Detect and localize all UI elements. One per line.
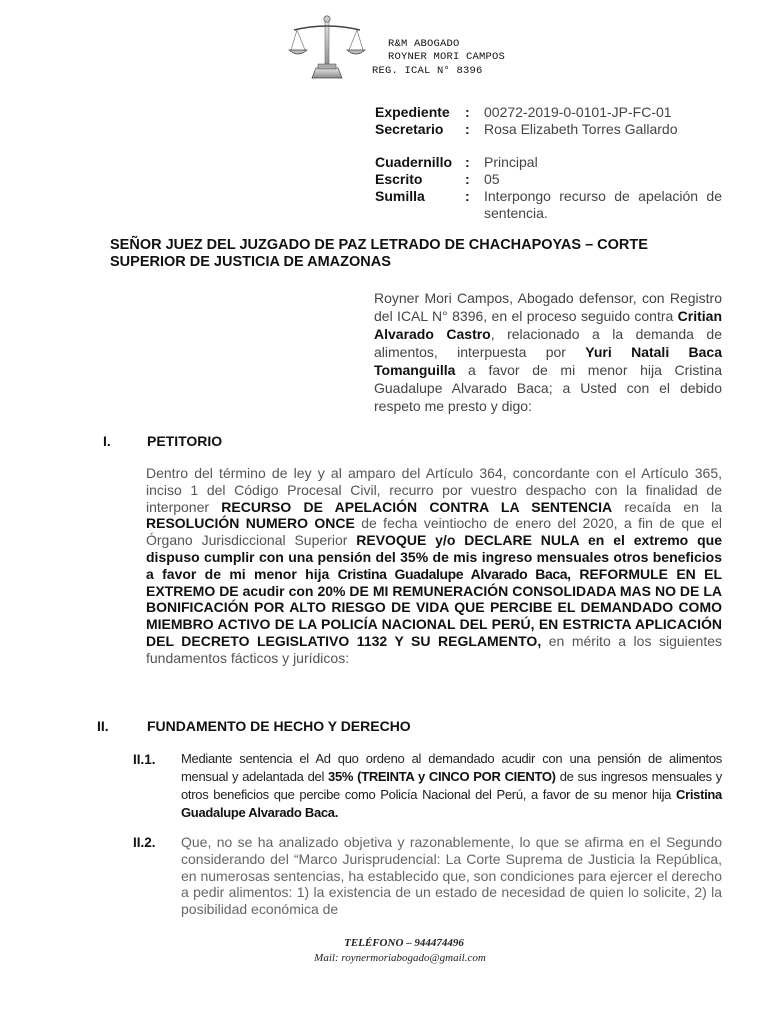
plaintiff-name: Yuri Natali Baca Tomanguilla — [374, 344, 722, 378]
petitorio-bold: RECURSO DE APELACIÓN CONTRA LA SENTENCIA — [221, 498, 613, 515]
letterhead-registration: REG. ICAL N° 8396 — [372, 65, 483, 77]
meta-key: Secretario — [375, 121, 444, 137]
petitorio-text: recaída en la — [612, 498, 723, 515]
footer-email: Mail: roynermoriabogado@gmail.com — [314, 952, 486, 964]
case-metadata — [375, 104, 722, 224]
defendant-name: Critian Alvarado Castro — [374, 308, 722, 342]
petitorio-text: en mérito a los siguientes fundamentos fácticos y jurídicos: — [146, 632, 723, 666]
letterhead-name: ROYNER MORI CAMPOS — [388, 51, 506, 63]
meta-colon: : — [465, 104, 470, 120]
petitorio-bold: REVOQUE y/o DECLARE NULA en el extremo que dispuso cumplir con una pensión del 35% de mis ingreso mensuales otros beneficios a favor de mi menor hija — [146, 532, 722, 582]
meta-colon: : — [465, 188, 470, 204]
meta-key: Expediente — [375, 104, 450, 120]
section-number: II. — [97, 718, 109, 734]
ii1-text: Mediante sentencia el Ad quo ordeno al demandado acudir con una pensión de alimentos mensual y adelantada del — [181, 751, 722, 784]
scales-of-justice-logo — [288, 14, 366, 80]
footer-phone — [20, 937, 768, 949]
petitorio-paragraph — [146, 465, 722, 667]
addressee-heading: SEÑOR JUEZ DEL JUZGADO DE PAZ LETRADO DE CHACHAPOYAS – CORTE SUPERIOR DE JUSTICIA DE AMAZONAS — [110, 237, 648, 270]
petitorio-text: de fecha veintiocho de enero del 2020, a fin de que el Órgano Jurisdiccional Superior — [146, 515, 722, 549]
ii1-percentage: 35% (TREINTA y CINCO POR CIENTO) — [328, 769, 556, 784]
section-number: I. — [103, 433, 111, 449]
intro-text: Royner Mori Campos, Abogado defensor, con Registro del ICAL N° 8396, en el proceso seguido contra — [374, 290, 722, 324]
petitorio-text: Dentro del término de ley y al amparo del Artículo 364, concordante con el Artículo 365, inciso 1 del Código Procesal Civil, recurro por vuestro despacho con la finalidad de interponer — [146, 465, 722, 515]
petitorio-bold: , REFORMULE EN EL EXTREMO DE acudir con 20% DE MI REMUNERACIÓN CONSOLIDADA MAS NO DE LA BONIFICACIÓN POR ALTO RIESGO DE VIDA QUE PERCIBE EL DEMANDADO COMO MIEMBRO ACTIVO DE LA POLICÍA NACIONAL DEL PERÚ, EN ESTRICTA APLICACIÓN DEL DECRETO LEGISLATIVO 1132 Y SU REGLAMENTO, — [146, 565, 723, 649]
subsection-number: II.2. — [133, 835, 156, 850]
petitorio-bold: RESOLUCIÓN NUMERO ONCE — [146, 515, 355, 532]
meta-value: Principal — [484, 154, 538, 170]
ii1-text: de sus ingresos mensuales y otros beneficios que percibe como Policía Nacional del Perú, a favor de su menor hija — [181, 769, 722, 802]
child-name: Cristina Guadalupe Alvarado Baca — [337, 565, 568, 582]
meta-colon: : — [465, 171, 470, 187]
letterhead-firm: R&M ABOGADO — [388, 38, 460, 50]
meta-value: 05 — [484, 171, 500, 187]
subsection-number: II.1. — [133, 752, 156, 767]
meta-key: Escrito — [375, 171, 423, 187]
meta-key: Cuadernillo — [375, 154, 453, 170]
intro-text: , relacionado a la demanda de alimentos, interpuesta por — [374, 326, 722, 360]
meta-value: Rosa Elizabeth Torres Gallardo — [484, 121, 678, 137]
meta-value: Interpongo recurso de apelación de sentencia. — [484, 188, 722, 221]
meta-colon: : — [465, 121, 470, 137]
ii1-child-name: Cristina Guadalupe Alvarado Baca. — [181, 787, 722, 820]
meta-key: Sumilla — [375, 188, 425, 204]
subsection-ii1-paragraph — [181, 750, 722, 822]
subsection-ii2-paragraph: Que, no se ha analizado objetiva y razonablemente, lo que se afirma en el Segundo considerando del “Marco Jurisprudencial: La Corte Suprema de Justicia la República, en numerosas sentencias, ha establecido que, son condiciones para ejercer el derecho a pedir alimentos: 1) la existencia de un estado de necesidad de quien lo solicite, 2) la posibilidad económica de — [181, 834, 722, 918]
intro-paragraph — [374, 289, 722, 415]
meta-value: 00272-2019-0-0101-JP-FC-01 — [484, 104, 672, 120]
phone-number: TELÉFONO – 944474496 — [344, 937, 464, 949]
section-title-petitorio: PETITORIO — [147, 433, 223, 449]
meta-colon: : — [465, 154, 470, 170]
intro-text: a favor de mi menor hija Cristina Guadalupe Alvarado Baca; a Usted con el debido respeto me presto y digo: — [374, 362, 722, 414]
section-title-fundamento: FUNDAMENTO DE HECHO Y DERECHO — [147, 718, 411, 734]
